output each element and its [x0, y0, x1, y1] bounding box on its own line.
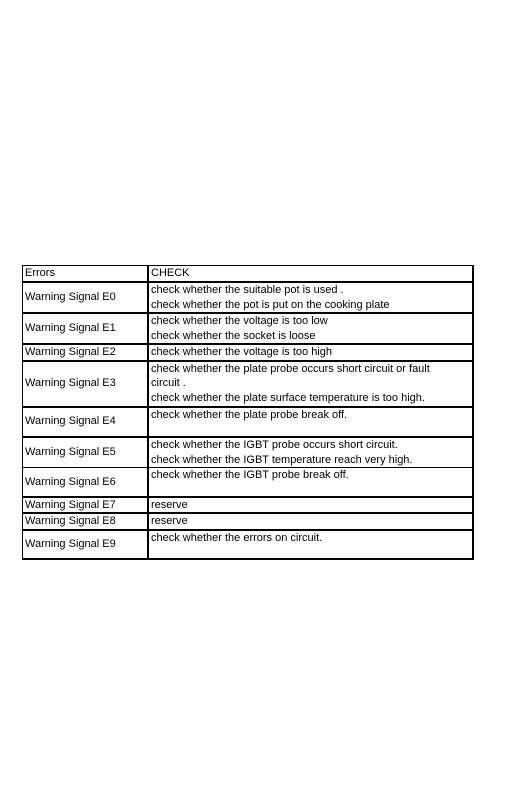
- error-code: Warning Signal E1: [23, 313, 149, 344]
- check-text: check whether the suitable pot is used .: [151, 284, 344, 296]
- check-cell: [148, 344, 473, 361]
- table-row: [23, 468, 474, 497]
- check-text: check whether the plate probe occurs short circuit or fault circuit .: [151, 362, 430, 389]
- error-code: Warning Signal E2: [23, 344, 149, 361]
- check-text: check whether the IGBT temperature reach very high.: [151, 453, 413, 466]
- check-text: check whether the IGBT probe occurs short circuit.: [151, 439, 398, 451]
- check-text: check whether the plate probe break off.: [151, 408, 348, 421]
- check-text: check whether the voltage is too high: [151, 346, 333, 358]
- check-text: check whether the pot is put on the cooking plate: [151, 298, 390, 311]
- check-text: check whether the voltage is too low: [151, 315, 328, 327]
- error-code: Warning Signal E5: [23, 437, 149, 468]
- error-code: Warning Signal E9: [23, 530, 149, 559]
- table-row: [23, 407, 474, 437]
- check-cell: [148, 437, 473, 468]
- check-text: check whether the errors on circuit.: [151, 531, 323, 544]
- error-code: Warning Signal E4: [23, 407, 149, 437]
- error-code: Warning Signal E8: [23, 513, 149, 530]
- error-code: Warning Signal E0: [23, 282, 149, 313]
- error-table: [22, 265, 474, 560]
- table-row: [23, 437, 474, 468]
- check-text: reserve: [151, 515, 188, 527]
- check-cell: [148, 468, 473, 497]
- table-row: [23, 344, 474, 361]
- check-text: check whether the IGBT probe break off.: [151, 469, 349, 481]
- header-check: CHECK: [148, 266, 473, 283]
- check-text: reserve: [151, 498, 188, 511]
- error-code: Warning Signal E6: [23, 468, 149, 497]
- check-cell: [148, 407, 473, 437]
- table-row: [23, 282, 474, 313]
- check-cell: [148, 513, 473, 530]
- check-cell: [148, 361, 473, 407]
- check-cell: [148, 313, 473, 344]
- check-text: check whether the plate surface temperature is too high.: [151, 391, 425, 404]
- check-text: check whether the socket is loose: [151, 329, 316, 342]
- error-code: Warning Signal E7: [23, 497, 149, 514]
- table-row: [23, 530, 474, 559]
- check-cell: [148, 497, 473, 514]
- header-errors: Errors: [23, 266, 149, 283]
- table-row: [23, 361, 474, 407]
- check-cell: [148, 530, 473, 559]
- error-code: Warning Signal E3: [23, 361, 149, 407]
- table-header-row: [23, 266, 474, 283]
- table-row: [23, 313, 474, 344]
- check-cell: [148, 282, 473, 313]
- table-row: [23, 497, 474, 514]
- table-row: [23, 513, 474, 530]
